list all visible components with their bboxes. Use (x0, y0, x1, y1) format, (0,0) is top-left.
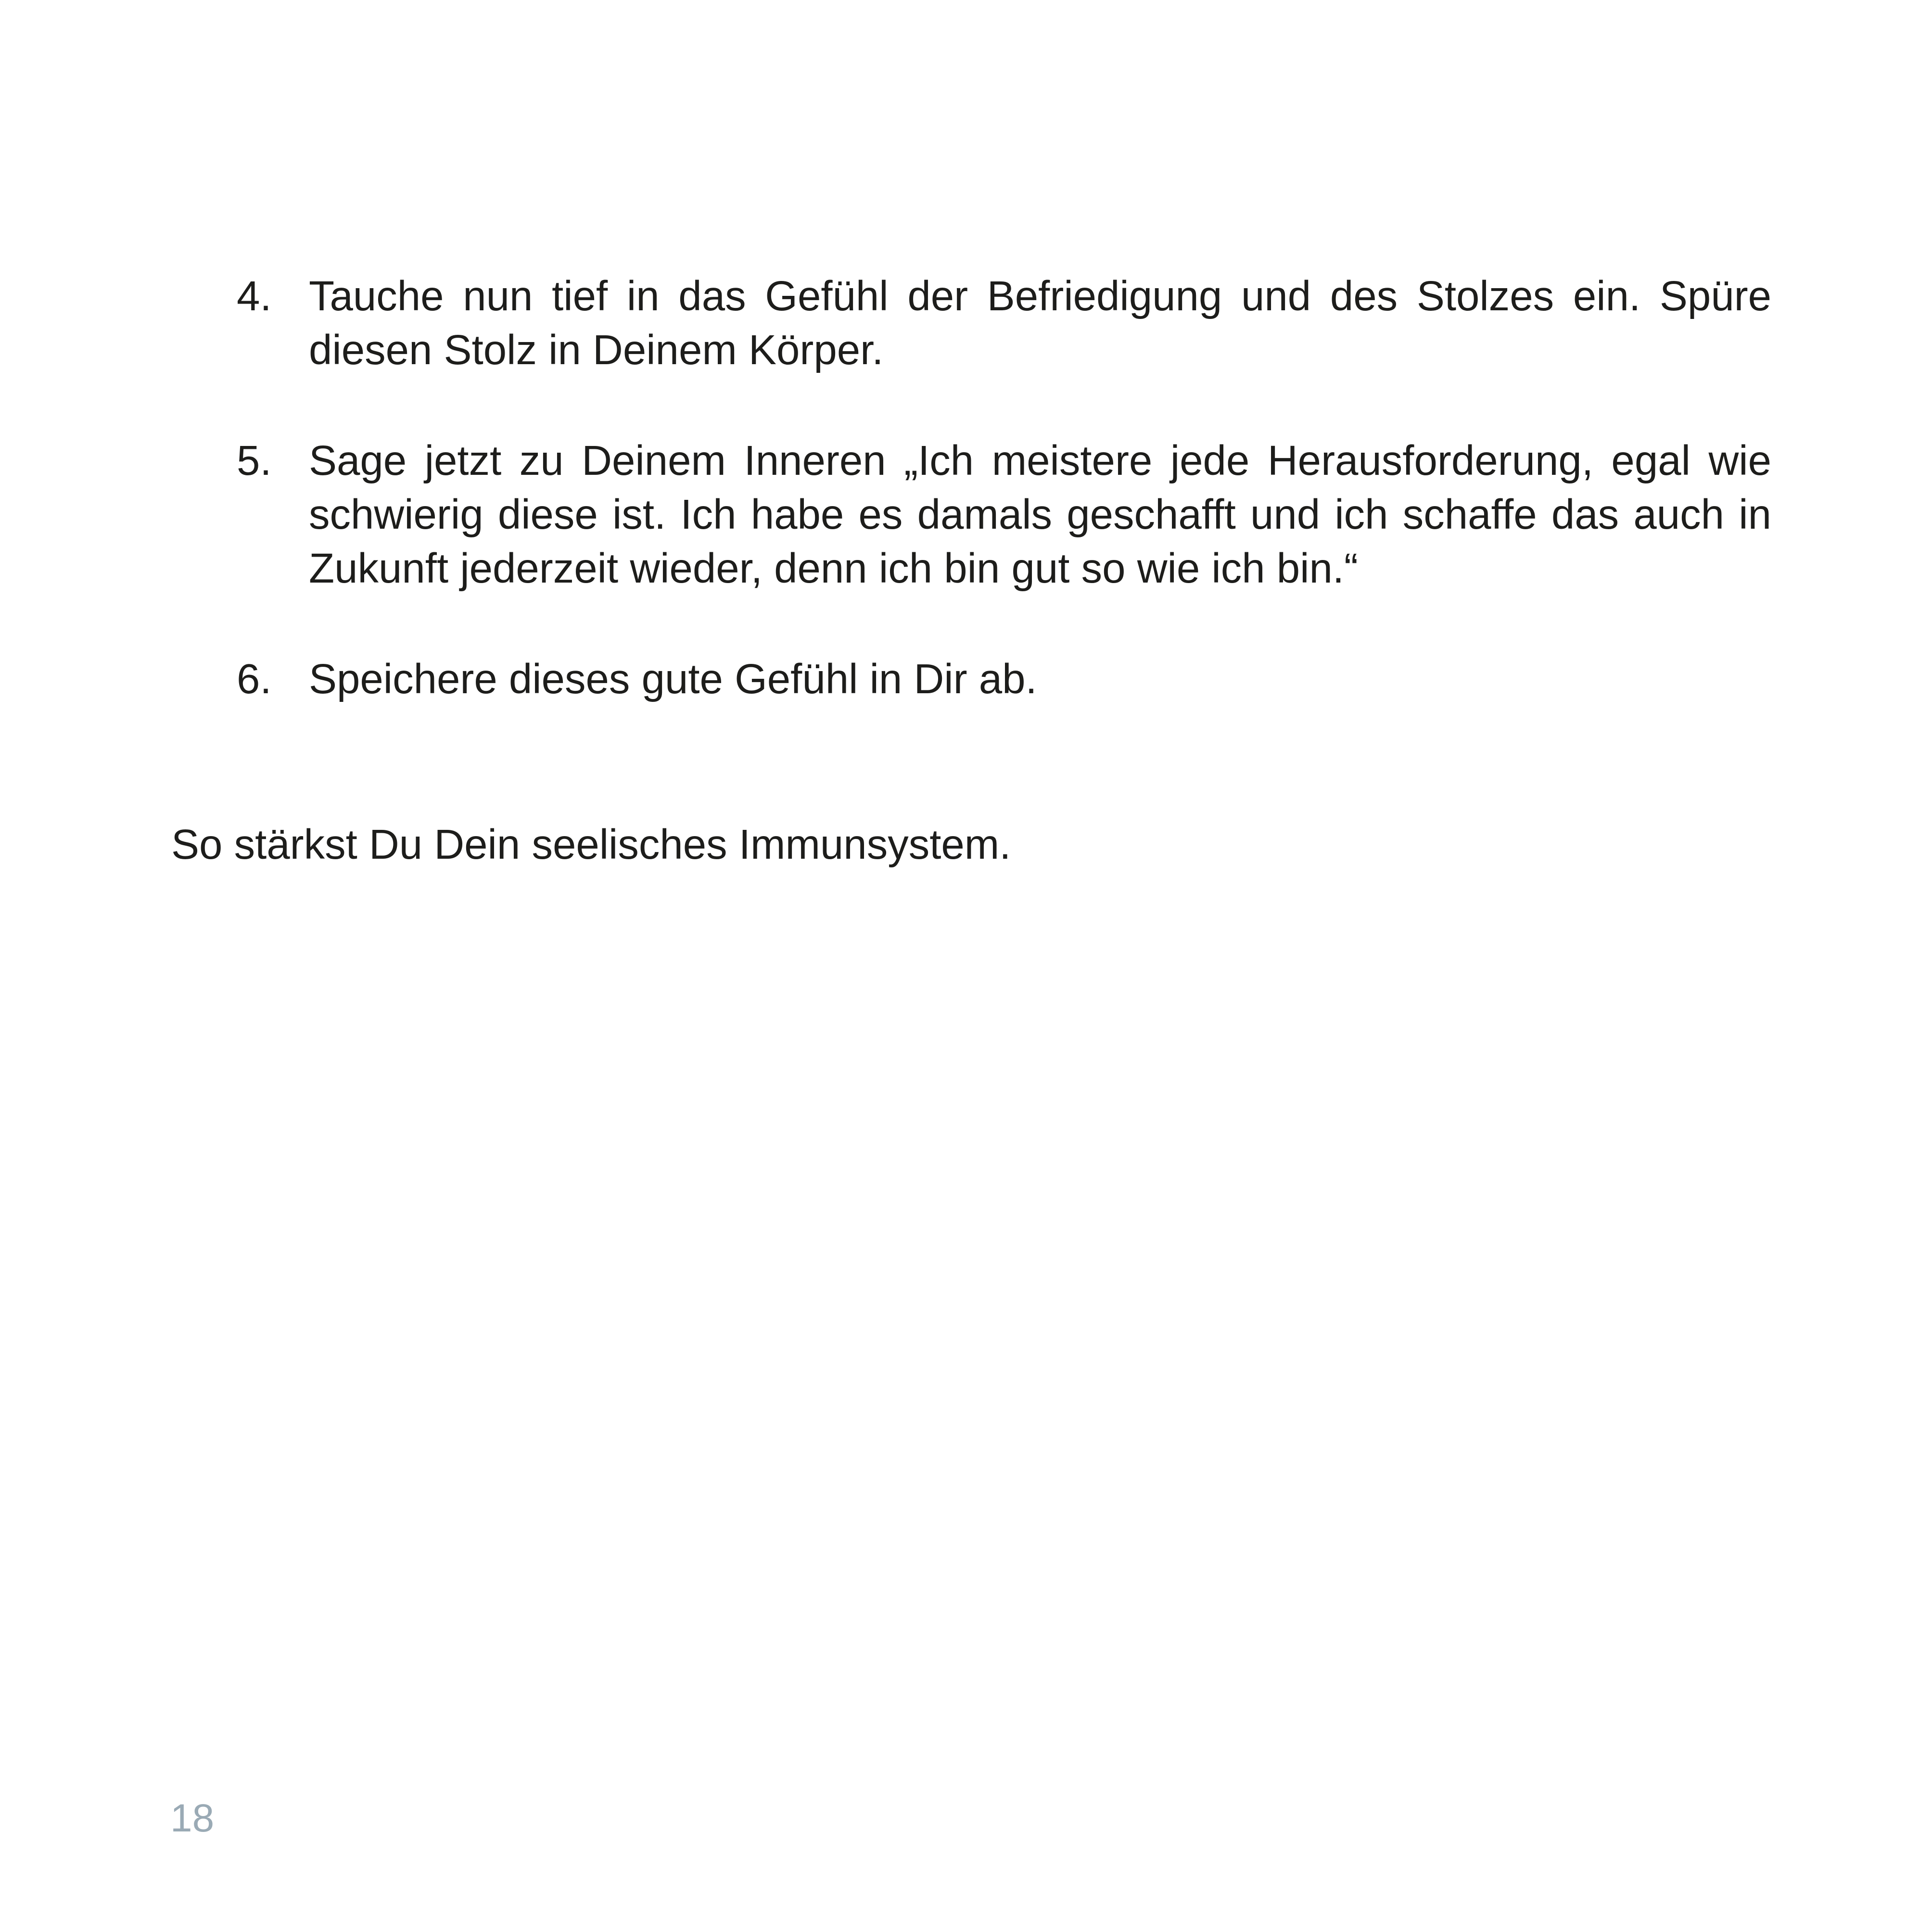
step-number: 4. (237, 273, 272, 319)
step-text: Tauche nun tief in das Gefühl der Befriedigung und des Stolzes ein. Spüre diesen Stolz in Deinem Körper. (309, 273, 1771, 373)
closing-sentence: So stärkst Du Dein seelisches Immunsystem. (171, 821, 1011, 868)
step-text: Speichere dieses gute Gefühl in Dir ab. (309, 656, 1037, 702)
step-number: 5. (237, 437, 272, 484)
list-item-step-4 (237, 269, 1771, 377)
step-number: 6. (237, 656, 272, 702)
exercise-steps-list (237, 269, 1771, 763)
step-text: Sage jetzt zu Deinem Inneren „Ich meistere jede Herausforderung, egal wie schwierig diese ist. Ich habe es damals geschafft und ich schaffe das auch in Zukunft jederzeit wieder, denn ich bin gut so wie ich bin.“ (309, 437, 1771, 592)
list-item-step-5 (237, 434, 1771, 596)
list-item-step-6 (237, 652, 1771, 706)
page-number: 18 (170, 1796, 215, 1840)
